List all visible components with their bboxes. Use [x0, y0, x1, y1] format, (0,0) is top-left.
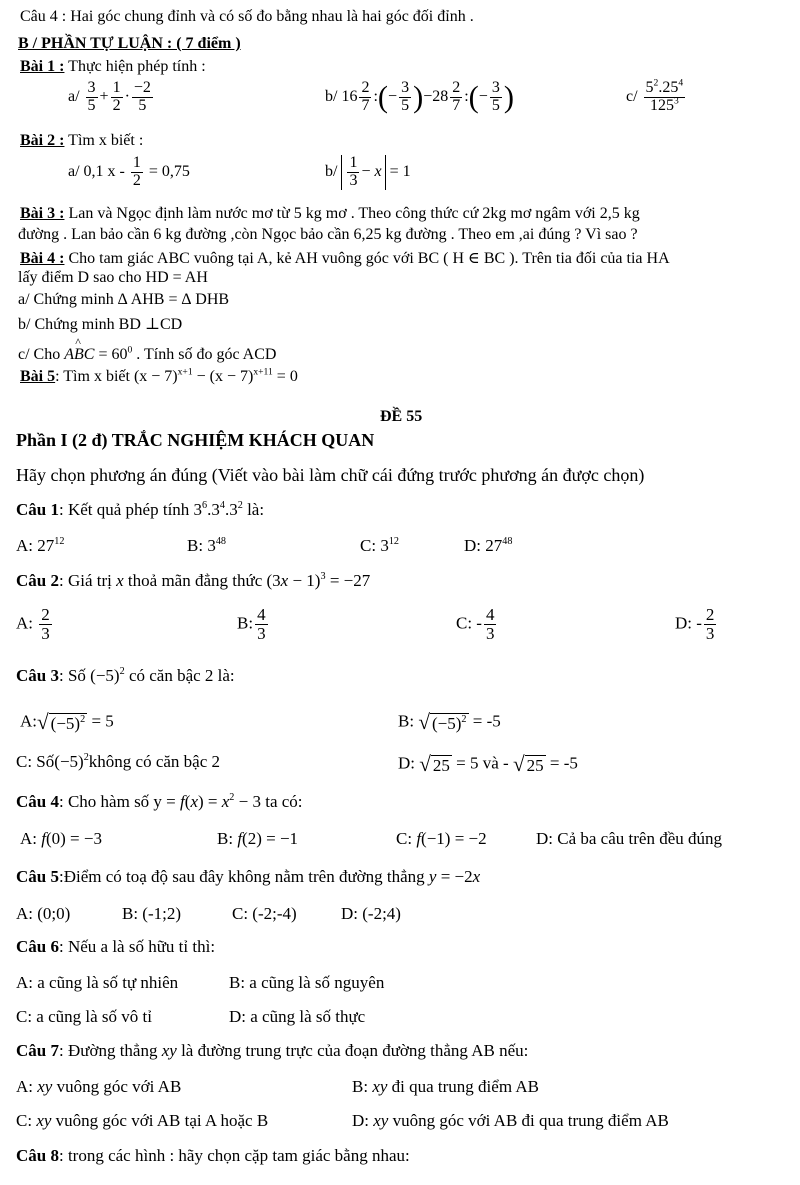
q2-a-label: A:	[16, 613, 38, 633]
q1-label: Câu 1	[16, 500, 59, 519]
bai2-label: Bài 2 :	[20, 132, 65, 149]
q1-option-d: D: $27^{48}$	[464, 535, 513, 555]
q2-option-c: C: - $\frac{4}{3}$	[456, 605, 495, 643]
bai1-a-label: a/	[68, 87, 80, 105]
q8-label: Câu 8	[16, 1146, 59, 1165]
q3-option-c: C: $Số(-5)^2không$ có căn bậc 2	[16, 751, 221, 771]
q1-a-label: A:	[16, 536, 38, 555]
q1-option-c: C: $3^{12}$	[360, 535, 399, 555]
q6-option-b: B: a cũng là số nguyên	[229, 973, 385, 992]
q6-stem	[16, 937, 215, 957]
q5-option-c: C: (-2;-4)	[232, 904, 297, 923]
q3-c-label: C: Số	[16, 752, 55, 771]
bai4-part-a: a/ Chứng minh ∆ AHB = ∆ DHB	[18, 291, 230, 308]
q3-b-label: B:	[398, 711, 419, 731]
q2-b-label: B:	[237, 613, 254, 633]
q3-option-a: A:√ $(-5)^2 = 5$	[20, 710, 114, 734]
bai3-label: Bài 3 :	[20, 205, 65, 222]
q3-stem: Câu 3: Số $(-5)^2$ có căn bậc 2 là:	[16, 665, 235, 685]
bai1-c-label: c/	[626, 87, 638, 105]
bai2-a-label: a/ 0,1 x -	[68, 162, 125, 180]
q6-option-a: A: a cũng là số tự nhiên	[16, 973, 179, 992]
bai1-expr-b: b/ 16 $\frac{2}{7}$ :(− $\frac{3}{5}$ )−28 $\frac{2}{7}$ :(− $\frac{3}{5}$ )	[325, 79, 514, 115]
q1-d-label: D:	[464, 536, 486, 555]
q2-option-b: B: $\frac{4}{3}$	[237, 605, 266, 643]
q3-d-label: D:	[398, 753, 420, 773]
q5-text: :Điểm có toạ độ sau đây không nằm trên đường thẳng	[58, 867, 429, 886]
q5-option-d: D: (-2;4)	[341, 904, 401, 923]
q1-stem: Câu 1: Kết quả phép tính $3^6.3^4.3^2$ là:	[16, 499, 265, 519]
q6-option-c: C: a cũng là số vô tỉ	[16, 1007, 152, 1026]
q2-option-a: A: $\frac{2}{3}$	[16, 605, 50, 643]
bai4-c-pre: c/ Cho	[18, 346, 65, 363]
q2-label: Câu 2	[16, 571, 59, 590]
bai2-a-tail: = 0,75	[148, 162, 190, 180]
q4-tail: ta có:	[260, 792, 303, 811]
q3-option-d: D: √ 25 = 5 và - √ 25 = -5	[398, 752, 578, 776]
bai5-label: Bài 5	[20, 368, 56, 385]
q2-text: : Giá trị	[58, 571, 117, 590]
q3-tail: có căn bậc 2 là:	[124, 666, 235, 685]
q4-option-c: C: f(−1) = −2	[396, 829, 487, 848]
q6-label: Câu 6	[16, 937, 59, 956]
q3-a-label: A:	[20, 711, 37, 731]
q4-c-label: C:	[396, 829, 417, 848]
cau4-statement: Câu 4 : Hai góc chung đỉnh và có số đo bằng nhau là hai góc đối đỉnh .	[20, 8, 474, 25]
q2-stem: Câu 2: Giá trị x thoả mãn đẳng thức $(3x - 1)^3 = -27$	[16, 570, 371, 590]
bai3-text1: Lan và Ngọc định làm nước mơ từ 5 kg mơ . Theo công thức cứ 2kg mơ ngâm với 2,5 kg	[64, 205, 640, 222]
q4-option-d: D: Cả ba câu trên đều đúng	[536, 829, 722, 848]
bai4-label: Bài 4 :	[20, 250, 65, 267]
q8-text: : trong các hình : hãy chọn cặp tam giác bằng nhau:	[58, 1146, 410, 1165]
q7-option-a: A: xy vuông góc với AB	[16, 1077, 182, 1096]
q5-option-b: B: (-1;2)	[122, 904, 182, 923]
q3-label: Câu 3	[16, 666, 59, 685]
q4-text: : Cho hàm số y =	[58, 792, 181, 811]
bai5-line: Bài 5: Tìm x biết $(x - 7)^{x+1} - (x - 7)^{x+11} = 0$	[20, 366, 298, 385]
bai4-part-b: b/ Chứng minh BD ⊥CD	[18, 316, 183, 333]
bai4-text1: Cho tam giác ABC vuông tại A, kẻ AH vuông góc với BC ( H ∈ BC ). Trên tia đối của tia HA	[64, 250, 670, 267]
q2-option-d: D: - $\frac{2}{3}$	[675, 605, 715, 643]
q2-mid: thoả mãn đẳng thức	[123, 571, 267, 590]
q4-stem: Câu 4: Cho hàm số $y = f(x) = x^2 - 3$ ta có:	[16, 791, 303, 811]
q7-text1: : Đường thẳng	[58, 1041, 162, 1060]
q7-d-label: D:	[352, 1111, 374, 1130]
bai4-part-c: c/ Cho A^ BC = $60^0$ . Tính số đo góc ACD	[18, 346, 276, 364]
bai3-line1	[20, 205, 640, 223]
q1-text: : Kết quả phép tính	[58, 500, 194, 519]
q1-tail: là:	[242, 500, 265, 519]
section-b-heading: B / PHẦN TỰ LUẬN : ( 7 điểm )	[18, 35, 241, 52]
q7-c-label: C:	[16, 1111, 37, 1130]
q6-text: : Nếu a là số hữu tỉ thì:	[58, 937, 216, 956]
q1-c-label: C:	[360, 536, 381, 555]
bai2-expr-b: b/ $\frac{1}{3}$ − x = 1	[325, 154, 411, 189]
q6-option-d: D: a cũng là số thực	[229, 1007, 366, 1026]
bai4-line2: lấy điểm D sao cho HD = AH	[18, 269, 208, 286]
bai1-b-label: b/	[325, 87, 338, 105]
q5-stem: Câu 5:Điểm có toạ độ sau đây không nằm trên đường thẳng y = −2x	[16, 867, 481, 886]
q7-option-b: B: xy đi qua trung điểm AB	[352, 1077, 539, 1096]
q4-b-label: B:	[217, 829, 238, 848]
q4-option-b: B: f(2) = −1	[217, 829, 299, 848]
q7-text2: là đường trung trực của đoạn đường thẳng AB nếu:	[176, 1041, 529, 1060]
q7-d-text: vuông góc với AB đi qua trung điểm AB	[388, 1111, 669, 1130]
q7-option-c: C: xy vuông góc với AB tại A hoặc B	[16, 1111, 269, 1130]
q4-a-label: A:	[20, 829, 42, 848]
bai4-c-post: . Tính số đo góc ACD	[132, 346, 277, 363]
q3-c-tail: không có căn bậc 2	[88, 752, 221, 771]
bai1-text: Thực hiện phép tính :	[64, 58, 206, 75]
q7-label: Câu 7	[16, 1041, 59, 1060]
q1-option-a: A: $27^{12}$	[16, 535, 65, 555]
de-title: ĐỀ 55	[380, 408, 423, 425]
q5-label: Câu 5	[16, 867, 59, 886]
bai1-label: Bài 1 :	[20, 58, 65, 75]
q7-b-text: đi qua trung điểm AB	[387, 1077, 539, 1096]
bai1-expr-a: a/ $\frac{3}{5}$ + $\frac{1}{2}$ · $\frac{-2}{5}$	[68, 79, 151, 114]
q7-a-label: A:	[16, 1077, 38, 1096]
q3-option-b: B: √ $(-5)^2 = -5$	[398, 710, 501, 734]
q1-b-label: B:	[187, 536, 208, 555]
bai1-expr-c: c/ $\frac{5^2.25^4}{125^3}$	[626, 77, 684, 114]
q4-label: Câu 4	[16, 792, 59, 811]
q5-option-a: A: (0;0)	[16, 904, 71, 923]
bai2-b-label: b/	[325, 162, 338, 180]
bai2-heading	[20, 132, 143, 150]
q4-option-a: A: f(0) = −3	[20, 829, 102, 848]
bai2-expr-a: a/ 0,1 x - $\frac{1}{2}$ = 0,75	[68, 154, 190, 189]
q8-stem	[16, 1146, 410, 1166]
bai3-line2: đường . Lan bảo cần 6 kg đường ,còn Ngọc bảo cần 6,25 kg đường . Theo em ,ai đúng ? Vì sao ?	[18, 226, 638, 243]
bai2-text: Tìm x biết :	[64, 132, 144, 149]
bai4-line1	[20, 248, 670, 268]
q7-b-label: B:	[352, 1077, 373, 1096]
q2-c-label: C: -	[456, 613, 482, 633]
q7-option-d: D: xy vuông góc với AB đi qua trung điểm AB	[352, 1111, 669, 1130]
bai5-text: : Tìm x biết	[55, 368, 134, 385]
part1-heading: Phần I (2 đ) TRẮC NGHIỆM KHÁCH QUAN	[16, 430, 375, 450]
bai1-heading	[20, 58, 206, 76]
q2-d-label: D: -	[675, 613, 702, 633]
q7-c-text: vuông góc với AB tại A hoặc B	[51, 1111, 269, 1130]
q1-option-b: B: $3^{48}$	[187, 535, 226, 555]
q3-text: : Số	[58, 666, 91, 685]
q7-stem: Câu 7: Đường thẳng xy là đường trung trực của đoạn đường thẳng AB nếu:	[16, 1041, 529, 1060]
q7-a-text: vuông góc với AB	[52, 1077, 182, 1096]
instruction: Hãy chọn phương án đúng (Viết vào bài làm chữ cái đứng trước phương án được chọn)	[16, 465, 645, 485]
